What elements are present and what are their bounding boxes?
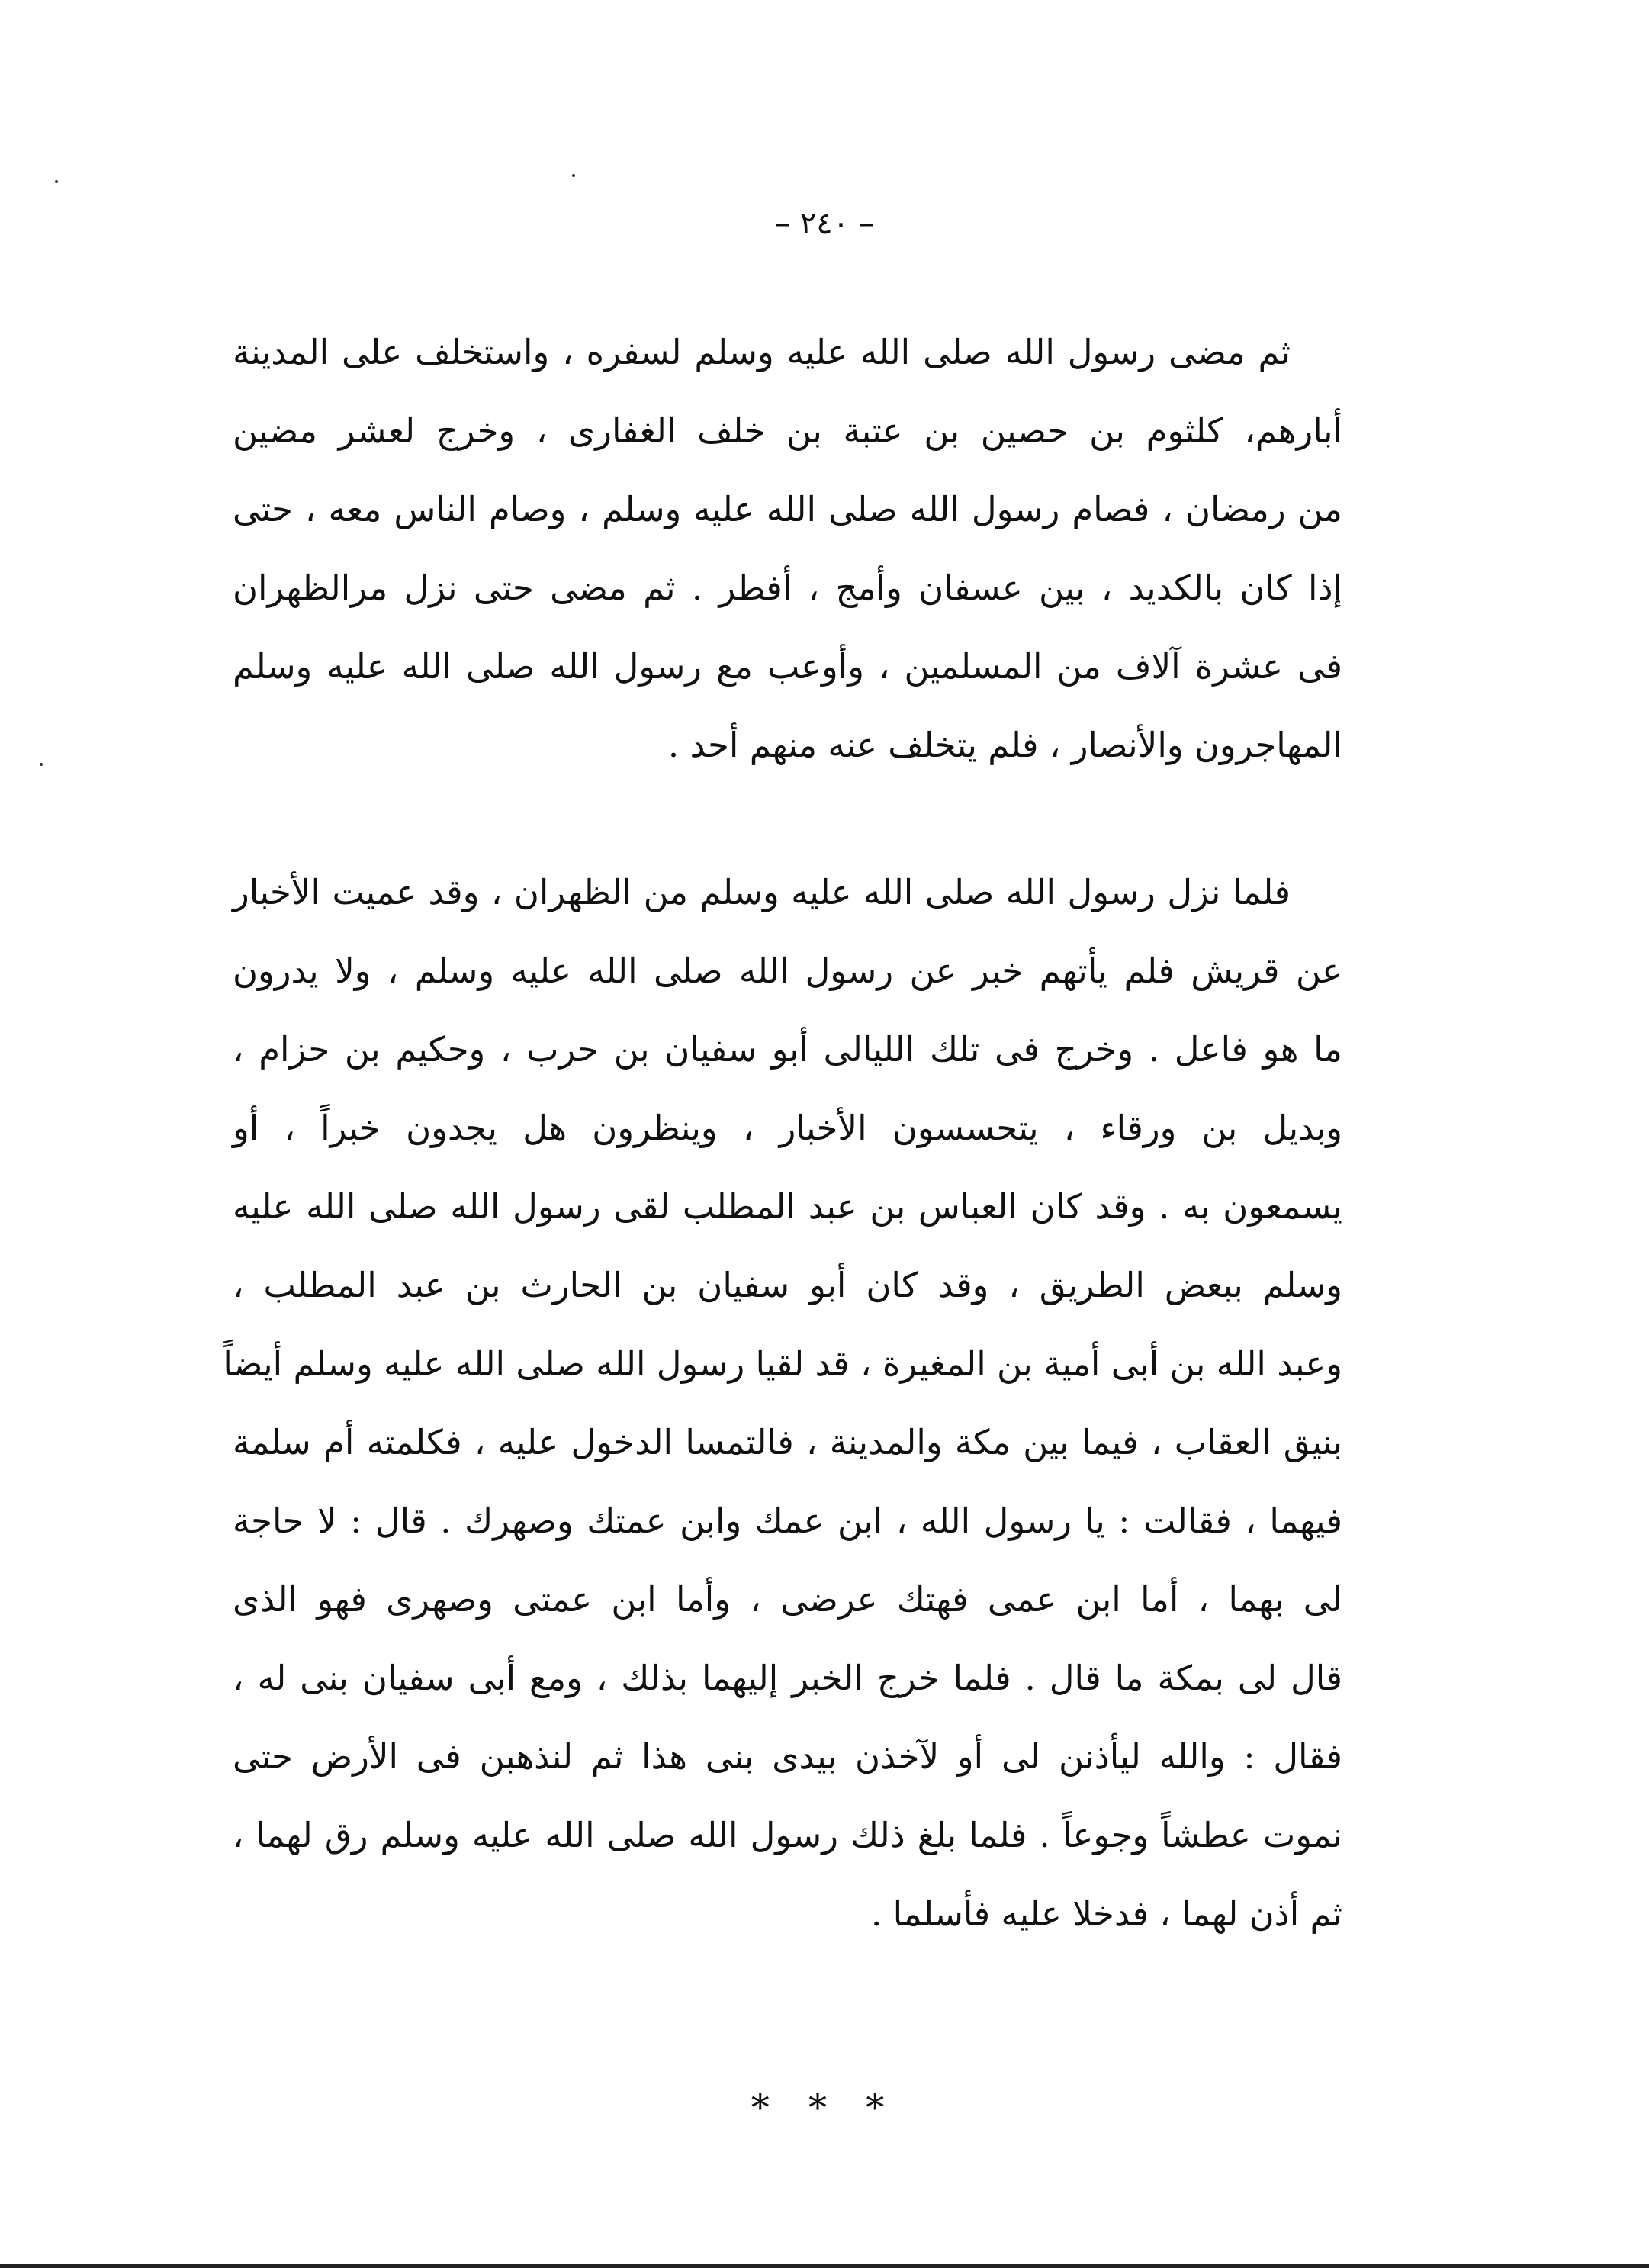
text-line: ما هو فاعل . وخرج فى تلك الليالى أبو سفيان بن حرب ، وحكيم بن حزام ،: [233, 1029, 1342, 1070]
text-line: إذا كان بالكديد ، بين عسفان وأمج ، أفطر . ثم مضى حتى نزل مرالظهران: [233, 568, 1342, 608]
text-line: فلما نزل رسول الله صلى الله عليه وسلم من الظهران ، وقد عميت الأخبار: [233, 872, 1291, 912]
paragraph-2: [223, 853, 1342, 1953]
text-line: وسلم ببعض الطريق ، وقد كان أبو سفيان بن الحارث بن عبد المطلب ،: [233, 1265, 1342, 1305]
text-line: وعبد الله بن أبى أمية بن المغيرة ، قد لقيا رسول الله صلى الله عليه وسلم أيضاً: [223, 1343, 1342, 1384]
scan-speck: [55, 180, 58, 183]
text-line: ثم مضى رسول الله صلى الله عليه وسلم لسفره ، واستخلف على المدينة: [233, 332, 1291, 372]
section-separator: * * *: [751, 2086, 898, 2129]
text-line: لى بهما ، أما ابن عمى فهتك عرضى ، وأما ابن عمتى وصهرى فهو الذى: [233, 1579, 1342, 1620]
text-line: يسمعون به . وقد كان العباس بن عبد المطلب لقى رسول الله صلى الله عليه: [233, 1186, 1342, 1227]
text-line: وبديل بن ورقاء ، يتحسسون الأخبار ، وينظرون هل يجدون خبراً ، أو: [233, 1108, 1342, 1148]
scan-bottom-edge: [0, 2264, 1649, 2268]
text-line: فيهما ، فقالت : يا رسول الله ، ابن عمك وابن عمتك وصهرك . قال : لا حاجة: [233, 1501, 1342, 1541]
text-line: قال لى بمكة ما قال . فلما خرج الخبر إليهما بذلك ، ومع أبى سفيان بنى له ،: [233, 1658, 1342, 1698]
text-line: من رمضان ، فصام رسول الله صلى الله عليه وسلم ، وصام الناس معه ، حتى: [233, 489, 1342, 529]
text-line: ثم أذن لهما ، فدخلا عليه فأسلما .: [870, 1893, 1342, 1934]
text-line: أبارهم، كلثوم بن حصين بن عتبة بن خلف الغفارى ، وخرج لعشر مضين: [233, 410, 1342, 451]
text-line: عن قريش فلم يأتهم خبر عن رسول الله صلى الله عليه وسلم ، ولا يدرون: [233, 951, 1342, 991]
text-line: بنيق العقاب ، فيما بين مكة والمدينة ، فالتمسا الدخول عليه ، فكلمته أم سلمة: [233, 1422, 1342, 1462]
scan-speck: [40, 763, 43, 766]
text-line: فقال : والله ليأذنن لى أو لآخذن بيدى بنى هذا ثم لنذهبن فى الأرض حتى: [233, 1736, 1342, 1777]
text-line: نموت عطشاً وجوعاً . فلما بلغ ذلك رسول الله صلى الله عليه وسلم رق لهما ،: [233, 1815, 1342, 1855]
text-line: المهاجرون والأنصار ، فلم يتخلف عنه منهم أحد .: [667, 725, 1342, 765]
text-line: فى عشرة آلاف من المسلمين ، وأوعب مع رسول الله صلى الله عليه وسلم: [233, 646, 1342, 687]
paragraph-1: [233, 313, 1342, 784]
page-number: – ٢٤٠ –: [775, 206, 874, 241]
scan-speck: [572, 174, 575, 177]
